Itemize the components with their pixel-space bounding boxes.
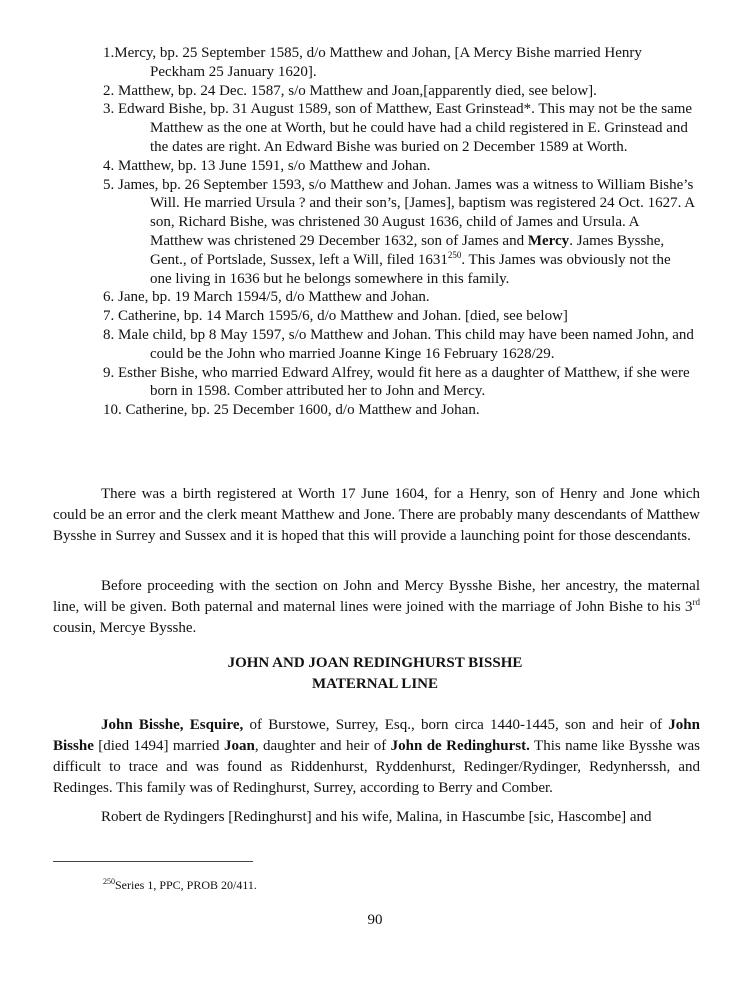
footnote-ref: 250 (447, 249, 462, 260)
footnote-number: 250 (103, 877, 115, 886)
heading-line-1: JOHN AND JOAN REDINGHURST BISSHE (227, 655, 523, 671)
paragraph-robert-de-rydingers: Robert de Rydingers [Redinghurst] and his wife, Malina, in Hascumbe [sic, Hascombe] and (101, 809, 652, 825)
list-item: 8. Male child, bp 8 May 1597, s/o Matthew and Johan. This child may have been named John, and could be the John who married Joanne Kinge 16 February 1628/29. (103, 326, 694, 362)
footnote (103, 878, 257, 893)
list-item: 9. Esther Bishe, who married Edward Alfrey, would fit here as a daughter of Matthew, if she were born in 1598. Comber attributed her to John and Mercy. (103, 364, 690, 400)
footnote-divider (53, 861, 253, 862)
paragraph-worth-birth: There was a birth registered at Worth 17 June 1604, for a Henry, son of Henry and Jone which could be an error and the clerk meant Matthew and Jone. There are probably many descendants of Matthew Bysshe in Surrey and Sussex and it is hoped that this will provide a launching point for those descendants. (53, 486, 700, 544)
list-item: 3. Edward Bishe, bp. 31 August 1589, son of Matthew, East Grinstead*. This may not be the same Matthew as the one at Worth, but he could have had a child registered in E. Grinstead and the dates are right. An Edward Bishe was buried on 2 December 1589 at Worth. (103, 101, 693, 155)
list-item: 4. Matthew, bp. 13 June 1591, s/o Matthew and Johan. (103, 157, 431, 174)
page-number: 90 (367, 912, 383, 928)
paragraph-john-bisshe: John Bisshe, Esquire, of Burstowe, Surrey, Esq., born circa 1440-1445, son and heir of John Bisshe [died 1494] married Joan, daughter and heir of John de Redinghurst. This name like Bysshe was difficult to trace and was found as Riddenhurst, Ryddenhurst, Redinger/Rydinger, Redynherssh, and Redinges. This family was of Redinghurst, Surrey, according to Berry and Comber. (53, 717, 700, 796)
list-item: 6. Jane, bp. 19 March 1594/5, d/o Matthew and Johan. (103, 289, 430, 306)
children-list (103, 44, 695, 420)
heading-line-2: MATERNAL LINE (312, 676, 438, 692)
footnote-text: Series 1, PPC, PROB 20/411. (115, 878, 257, 892)
list-item: 10. Catherine, bp. 25 December 1600, d/o Matthew and Johan. (103, 402, 480, 419)
section-heading (0, 653, 750, 695)
list-item: 1.Mercy, bp. 25 September 1585, d/o Matthew and Johan, [A Mercy Bishe married Henry Peckham 25 January 1620]. (103, 45, 642, 80)
list-item: 2. Matthew, bp. 24 Dec. 1587, s/o Matthew and Joan,[apparently died, see below]. (103, 82, 597, 99)
list-item: 7. Catherine, bp. 14 March 1595/6, d/o Matthew and Johan. [died, see below] (103, 308, 568, 325)
paragraph-maternal-intro: Before proceeding with the section on John and Mercy Bysshe Bishe, her ancestry, the maternal line, will be given. Both paternal and maternal lines were joined with the marriage of John Bishe to his 3rd cousin, Mercye Bysshe. (53, 578, 700, 636)
list-item: 5. James, bp. 26 September 1593, s/o Matthew and Johan. James was a witness to William Bishe’s Will. He married Ursula ? and their son’s, [James], baptism was registered 24 Oct. 1627. A son, Richard Bishe, was christened 30 August 1636, child of James and Ursula. A Matthew was christened 29 December 1632, son of James and Mercy. James Bysshe, Gent., of Portslade, Sussex, left a Will, filed 1631$^{250}$. This James was obviously not the one living in 1636 but he belongs somewhere in this family. (103, 176, 695, 287)
